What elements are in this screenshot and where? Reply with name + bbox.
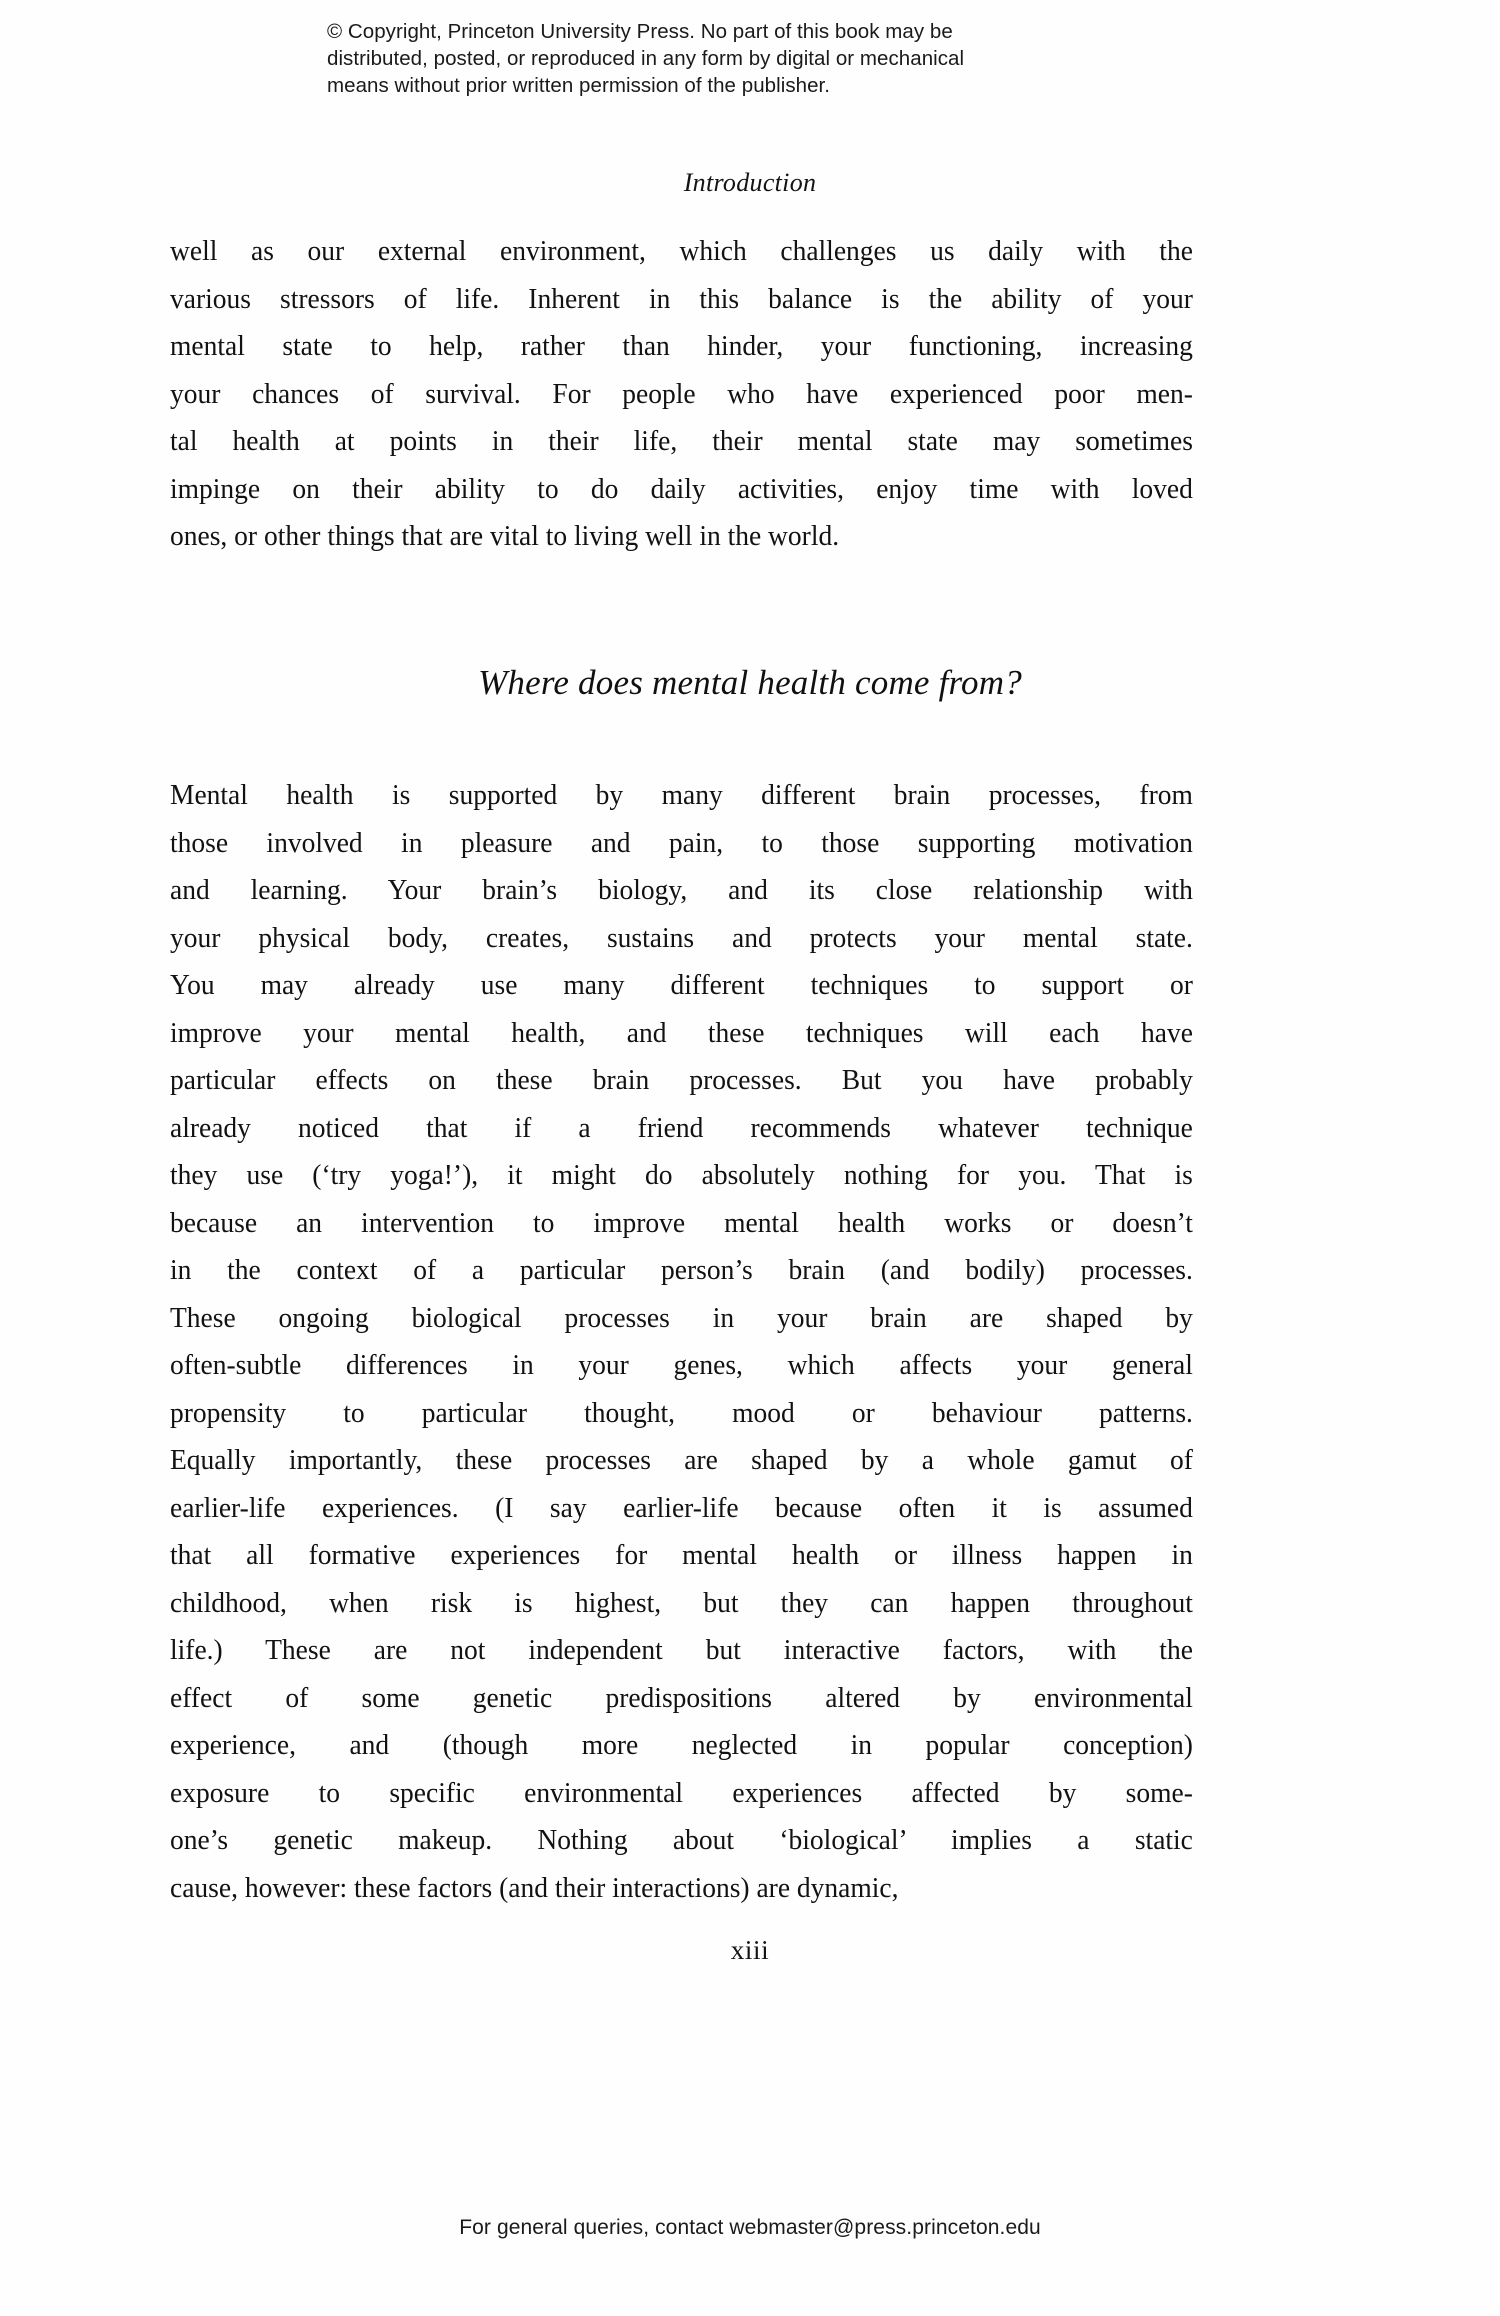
- copyright-line-2: distributed, posted, or reproduced in any form by digital or mechanical: [327, 47, 965, 70]
- text-line: one’s genetic makeup. Nothing about ‘biological’ implies a static: [170, 1825, 1193, 1856]
- text-line: cause, however: these factors (and their interactions) are dynamic,: [170, 1872, 899, 1904]
- text-line: You may already use many different techniques to support or: [170, 970, 1193, 1001]
- text-line: childhood, when risk is highest, but they can happen throughout: [170, 1587, 1193, 1619]
- text-line: propensity to particular thought, mood or behaviour patterns.: [170, 1397, 1193, 1429]
- text-line: various stressors of life. Inherent in this balance is the ability of your: [170, 283, 1193, 315]
- text-line: in the context of a particular person’s brain (and bodily) processes.: [170, 1255, 1193, 1286]
- text-line: particular effects on these brain processes. But you have probably: [170, 1065, 1193, 1096]
- text-line: they use (‘try yoga!’), it might do absolutely nothing for you. That is: [170, 1160, 1193, 1191]
- text-line: your chances of survival. For people who have experienced poor men-: [170, 378, 1193, 410]
- text-line: your physical body, creates, sustains and protects your mental state.: [170, 922, 1193, 954]
- text-line: earlier-life experiences. (I say earlier-life because often it is assumed: [170, 1492, 1193, 1524]
- footer-query-note: For general queries, contact webmaster@press.princeton.edu: [459, 2216, 1041, 2239]
- text-line: already noticed that if a friend recommends whatever technique: [170, 1112, 1193, 1144]
- copyright-line-1: © Copyright, Princeton University Press. No part of this book may be: [327, 20, 953, 43]
- text-line: life.) These are not independent but interactive factors, with the: [170, 1635, 1193, 1666]
- text-line: These ongoing biological processes in your brain are shaped by: [170, 1302, 1193, 1334]
- text-line: well as our external environment, which challenges us daily with the: [170, 236, 1193, 267]
- text-line: ones, or other things that are vital to living well in the world.: [170, 521, 840, 552]
- copyright-notice: [327, 18, 1127, 99]
- text-line: effect of some genetic predispositions altered by environmental: [170, 1682, 1193, 1714]
- text-line: Equally importantly, these processes are shaped by a whole gamut of: [170, 1445, 1193, 1476]
- text-line: exposure to specific environmental experiences affected by some-: [170, 1777, 1193, 1809]
- text-line: experience, and (though more neglected in popular conception): [170, 1730, 1193, 1761]
- text-line: often-subtle differences in your genes, which affects your general: [170, 1350, 1193, 1381]
- intro-paragraph: [170, 228, 1193, 561]
- text-line: tal health at points in their life, their mental state may sometimes: [170, 426, 1193, 457]
- text-line: Mental health is supported by many different brain processes, from: [170, 780, 1193, 811]
- text-line: impinge on their ability to do daily activities, enjoy time with loved: [170, 473, 1193, 505]
- text-line: that all formative experiences for mental health or illness happen in: [170, 1540, 1193, 1571]
- section-heading: Where does mental health come from?: [478, 663, 1022, 702]
- text-line: because an intervention to improve mental health works or doesn’t: [170, 1207, 1193, 1239]
- running-head: Introduction: [683, 168, 817, 197]
- copyright-line-3: means without prior written permission of the publisher.: [327, 74, 831, 97]
- text-line: improve your mental health, and these techniques will each have: [170, 1017, 1193, 1049]
- text-line: those involved in pleasure and pain, to those supporting motivation: [170, 827, 1193, 859]
- text-line: mental state to help, rather than hinder, your functioning, increasing: [170, 331, 1193, 362]
- page-number: xiii: [730, 1935, 770, 1965]
- text-line: and learning. Your brain’s biology, and its close relationship with: [170, 875, 1193, 906]
- main-paragraph: [170, 772, 1193, 1912]
